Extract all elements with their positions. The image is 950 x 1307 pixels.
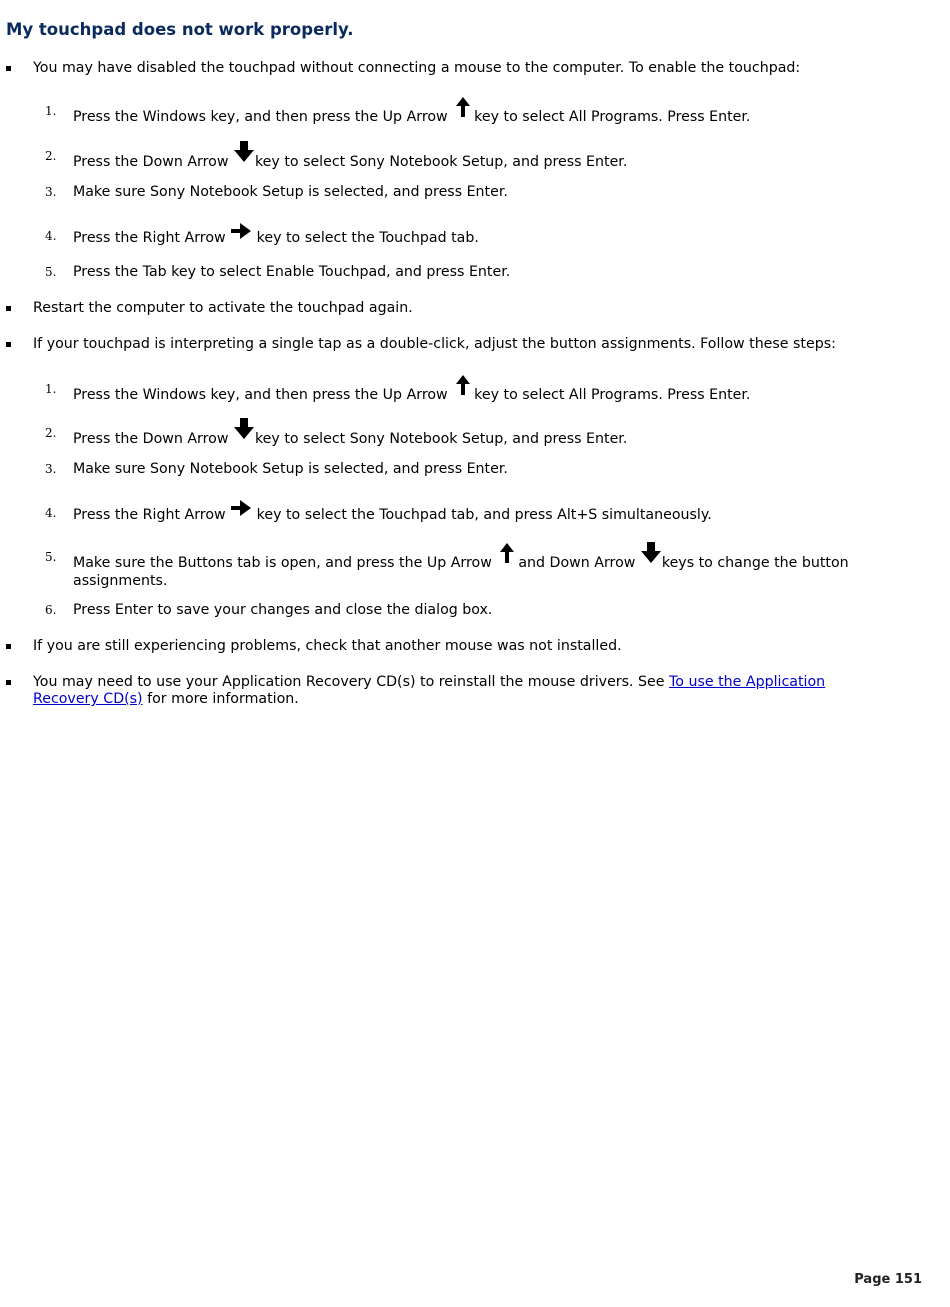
step-text bbox=[73, 103, 873, 127]
step-text-part: key to select All Programs. Press Enter. bbox=[474, 109, 751, 125]
right-arrow-icon bbox=[230, 222, 252, 240]
bullet-marker bbox=[6, 680, 11, 685]
bullet-text: If your touchpad is interpreting a single tap as a double-click, adjust the button assignments. Follow these steps: bbox=[33, 336, 836, 352]
step-text bbox=[73, 425, 873, 449]
step-text-part: Press the Down Arrow bbox=[73, 431, 233, 447]
bullet-marker bbox=[6, 644, 11, 649]
step-number: 6. bbox=[45, 603, 57, 617]
step-text-part: keys to change the button assignments. bbox=[73, 555, 849, 589]
page-number: Page 151 bbox=[854, 1272, 922, 1287]
step-text: Press Enter to save your changes and close the dialog box. bbox=[73, 602, 493, 618]
bullet-text: Restart the computer to activate the touchpad again. bbox=[33, 300, 413, 316]
page-title: My touchpad does not work properly. bbox=[6, 20, 354, 39]
step-text-part: key to select the Touchpad tab, and press Alt+S simultaneously. bbox=[252, 507, 712, 523]
step-text: Press the Tab key to select Enable Touchpad, and press Enter. bbox=[73, 264, 511, 280]
step-text bbox=[73, 228, 873, 247]
step-number: 3. bbox=[45, 462, 57, 476]
bullet-marker bbox=[6, 66, 11, 71]
step-number: 3. bbox=[45, 185, 57, 199]
bullet-text: If you are still experiencing problems, check that another mouse was not installed. bbox=[33, 638, 622, 654]
step-text-part: Press the Down Arrow bbox=[73, 154, 233, 170]
step-text bbox=[73, 505, 873, 524]
step-number: 5. bbox=[45, 265, 57, 279]
step-text: Make sure Sony Notebook Setup is selected, and press Enter. bbox=[73, 461, 508, 477]
right-arrow-icon bbox=[230, 499, 252, 517]
step-text-part: key to select Sony Notebook Setup, and press Enter. bbox=[254, 154, 628, 170]
step-number: 5. bbox=[45, 550, 57, 564]
up-arrow-icon bbox=[496, 541, 518, 565]
step-number: 4. bbox=[45, 229, 57, 243]
application-recovery-link[interactable]: To use the Application Recovery CD(s) bbox=[33, 674, 826, 707]
up-arrow-icon bbox=[452, 95, 474, 119]
step-number: 2. bbox=[45, 149, 57, 163]
bullet-marker bbox=[6, 306, 11, 311]
down-arrow-icon bbox=[233, 140, 255, 164]
step-text-part: key to select All Programs. Press Enter. bbox=[474, 387, 751, 403]
up-arrow-icon bbox=[452, 373, 474, 397]
step-text: Make sure Sony Notebook Setup is selected, and press Enter. bbox=[73, 184, 508, 200]
bullet-text bbox=[33, 674, 863, 708]
bullet-text-part: for more information. bbox=[142, 691, 299, 707]
step-number: 2. bbox=[45, 426, 57, 440]
step-text-part: Make sure the Buttons tab is open, and press the Up Arrow bbox=[73, 555, 497, 571]
down-arrow-icon bbox=[640, 541, 662, 565]
step-text-part: key to select Sony Notebook Setup, and press Enter. bbox=[254, 431, 628, 447]
bullet-marker bbox=[6, 342, 11, 347]
step-number: 1. bbox=[45, 382, 57, 396]
step-text-part: Press the Right Arrow bbox=[73, 230, 231, 246]
step-number: 1. bbox=[45, 104, 57, 118]
step-text bbox=[73, 148, 873, 172]
step-number: 4. bbox=[45, 506, 57, 520]
step-text bbox=[73, 549, 853, 590]
step-text bbox=[73, 381, 873, 405]
down-arrow-icon bbox=[233, 417, 255, 441]
bullet-text: You may have disabled the touchpad without connecting a mouse to the computer. To enable the touchpad: bbox=[33, 60, 801, 76]
step-text-part: Press the Windows key, and then press the Up Arrow bbox=[73, 387, 453, 403]
step-text-part: Press the Windows key, and then press the Up Arrow bbox=[73, 109, 453, 125]
step-text-part: and Down Arrow bbox=[518, 555, 640, 571]
step-text-part: Press the Right Arrow bbox=[73, 507, 231, 523]
step-text-part: key to select the Touchpad tab. bbox=[252, 230, 479, 246]
bullet-text-part: You may need to use your Application Recovery CD(s) to reinstall the mouse drivers. See bbox=[33, 674, 670, 690]
